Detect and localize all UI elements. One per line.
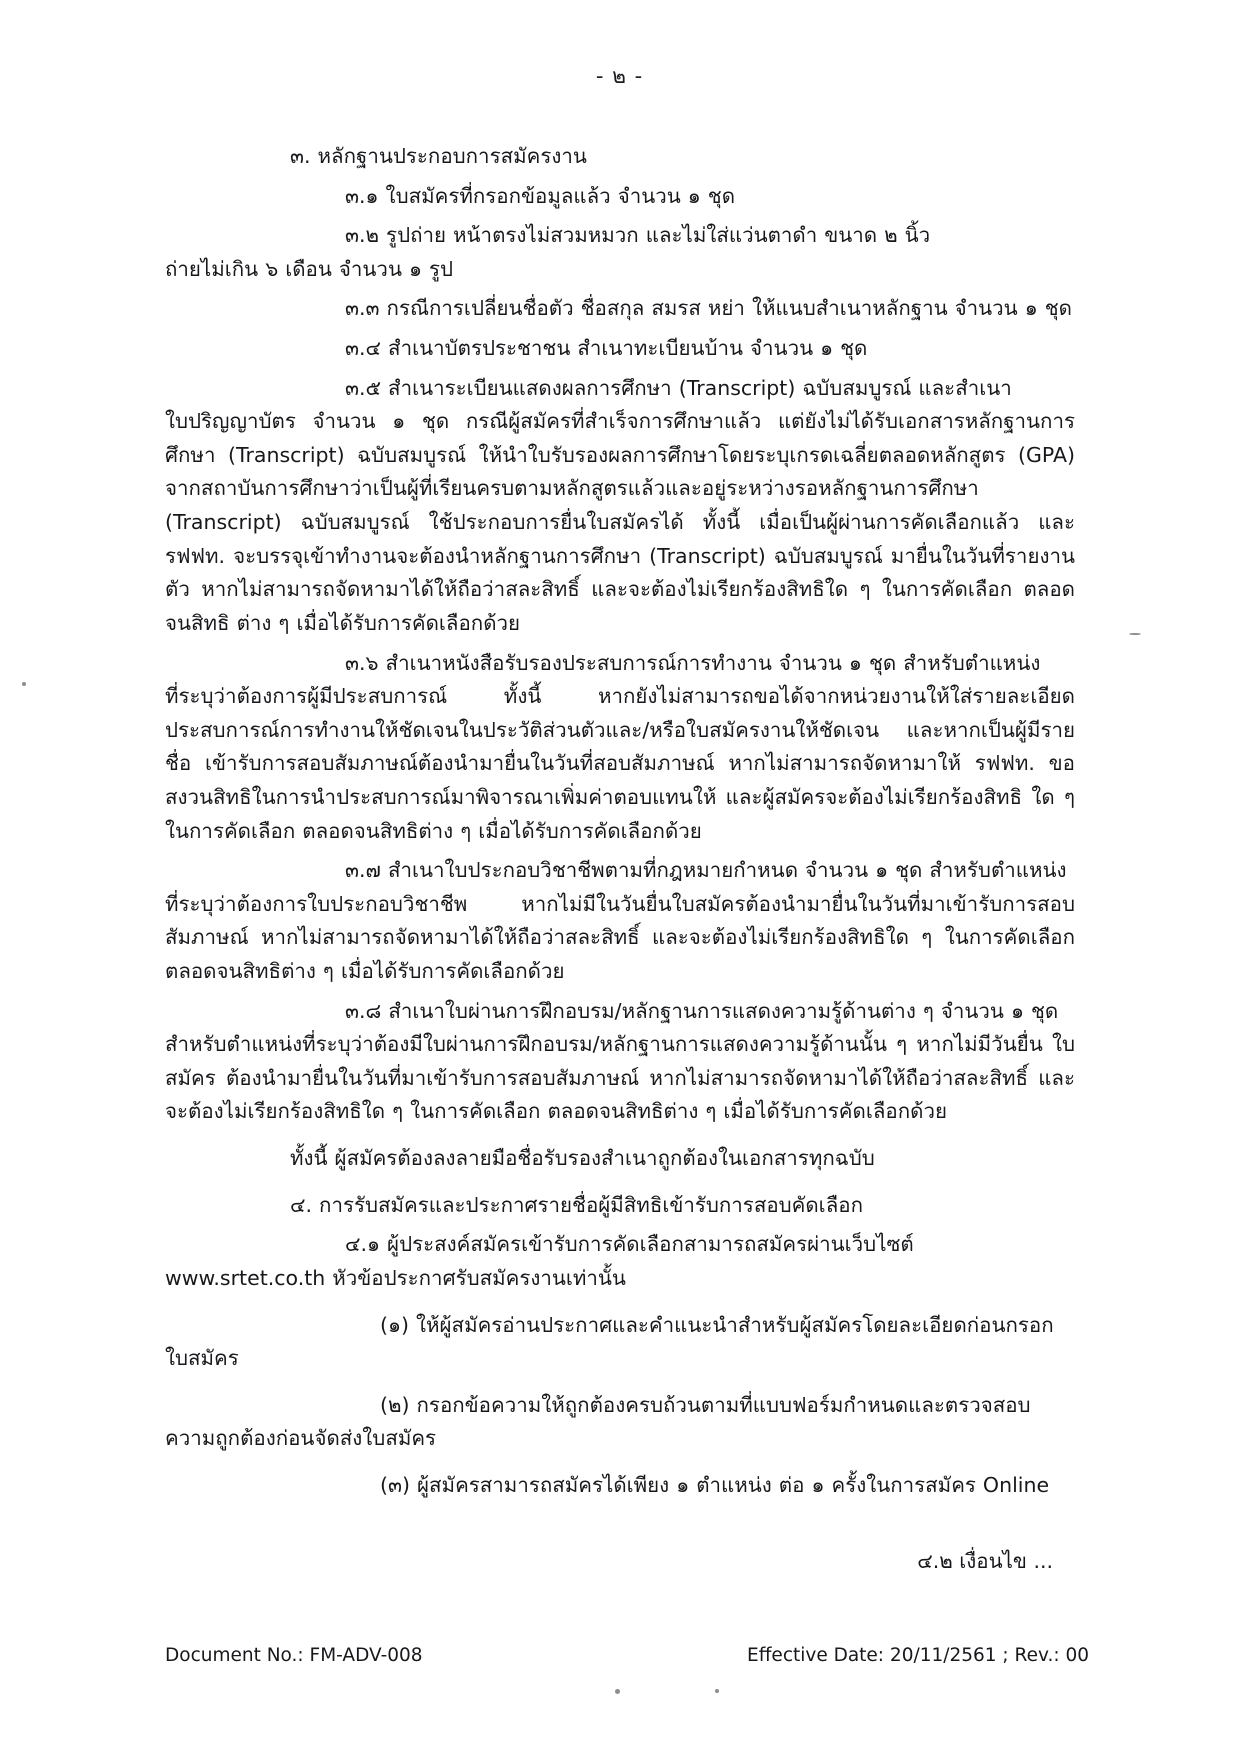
item-3-2-continued: ถ่ายไม่เกิน ๖ เดือน จำนวน ๑ รูป	[165, 256, 454, 281]
footer-document-no: Document No.: FM-ADV-008	[165, 1645, 423, 1666]
item-4-1-2: (๒) กรอกข้อความให้ถูกต้องครบถ้วนตามที่แบบฟอร์มกำหนดและตรวจสอบ	[380, 1392, 1031, 1417]
scan-speck	[615, 1689, 620, 1694]
page-number: - ๒ -	[595, 64, 644, 88]
scan-speck	[22, 682, 26, 686]
scan-speck	[1129, 633, 1141, 635]
section-3-title: ๓. หลักฐานประกอบการสมัครงาน	[290, 144, 587, 168]
item-3-7-body: ที่ระบุว่าต้องการใบประกอบวิชาชีพ หากไม่มีในวันยื่นใบสมัครต้องนำมายื่นในวันที่มาเข้ารับการสอบ สัมภาษณ์ หากไม่สามารถจัดหามาได้ให้ถือว่าสละสิทธิ์ และจะต้องไม่เรียกร้องสิทธิใด ๆ ในการคัดเลือก ตลอดจนสิทธิต่าง ๆ เมื่อได้รับการคัดเลือกด้วย	[165, 891, 1075, 984]
item-4-1-1-continued: ใบสมัคร	[165, 1346, 239, 1371]
item-3-2: ๓.๒ รูปถ่าย หน้าตรงไม่สวมหมวก และไม่ใส่แว่นตาดำ ขนาด ๒ นิ้ว	[345, 223, 931, 248]
item-3-1: ๓.๑ ใบสมัครที่กรอกข้อมูลแล้ว จำนวน ๑ ชุด	[345, 183, 736, 208]
page-footer	[165, 1645, 1089, 1666]
item-4-1-2-continued: ความถูกต้องก่อนจัดส่งใบสมัคร	[165, 1426, 437, 1451]
section-4-title: ๔. การรับสมัครและประกาศรายชื่อผู้มีสิทธิเข้ารับการสอบคัดเลือก	[290, 1192, 863, 1217]
item-4-1-heading: ๔.๑ ผู้ประสงค์สมัครเข้ารับการคัดเลือกสามารถสมัครผ่านเว็บไซต์	[345, 1232, 914, 1257]
item-3-8-heading: ๓.๘ สำเนาใบผ่านการฝึกอบรม/หลักฐานการแสดงความรู้ด้านต่าง ๆ จำนวน ๑ ชุด	[345, 998, 1059, 1023]
item-4-1-website: www.srtet.co.th หัวข้อประกาศรับสมัครงานเท่านั้น	[165, 1265, 626, 1290]
item-3-7-heading: ๓.๗ สำเนาใบประกอบวิชาชีพตามที่กฎหมายกำหนด จำนวน ๑ ชุด สำหรับตำแหน่ง	[345, 858, 1067, 883]
footer-effective-date: Effective Date: 20/11/2561 ; Rev.: 00	[747, 1645, 1089, 1666]
scan-speck	[715, 1689, 719, 1693]
item-4-1-3: (๓) ผู้สมัครสามารถสมัครได้เพียง ๑ ตำแหน่ง ต่อ ๑ ครั้งในการสมัคร Online	[380, 1472, 1050, 1497]
item-3-5-heading: ๓.๕ สำเนาระเบียนแสดงผลการศึกษา (Transcript) ฉบับสมบูรณ์ และสำเนา	[345, 375, 1012, 400]
item-4-1-1: (๑) ให้ผู้สมัครอ่านประกาศและคำแนะนำสำหรับผู้สมัครโดยละเอียดก่อนกรอก	[380, 1312, 1054, 1337]
continuation-note: ๔.๒ เงื่อนไข ...	[917, 1548, 1053, 1573]
item-3-3: ๓.๓ กรณีการเปลี่ยนชื่อตัว ชื่อสกุล สมรส หย่า ให้แนบสำเนาหลักฐาน จำนวน ๑ ชุด	[345, 296, 1072, 321]
item-3-8-body: สำหรับตำแหน่งที่ระบุว่าต้องมีใบผ่านการฝึกอบรม/หลักฐานการแสดงความรู้ด้านนั้น ๆ หากไม่มีวันยื่น ใบสมัคร ต้องนำมายื่นในวันที่มาเข้ารับการสอบสัมภาษณ์ หากไม่สามารถจัดหามาได้ให้ถือว่าสละสิทธิ์ และจะต้องไม่เรียกร้องสิทธิใด ๆ ในการคัดเลือก ตลอดจนสิทธิต่าง ๆ เมื่อได้รับการคัดเลือกด้วย	[165, 1032, 1075, 1124]
item-3-4: ๓.๔ สำเนาบัตรประชาชน สำเนาทะเบียนบ้าน จำนวน ๑ ชุด	[345, 336, 868, 361]
item-3-5-body: ใบปริญญาบัตร จำนวน ๑ ชุด กรณีผู้สมัครที่สำเร็จการศึกษาแล้ว แต่ยังไม่ได้รับเอกสารหลักฐานการศึกษา (Transcript) ฉบับสมบูรณ์ ให้นำใบรับรองผลการศึกษาโดยระบุเกรดเฉลี่ยตลอดหลักสูตร (GPA) จากสถาบันการศึกษาว่าเป็นผู้ที่เรียนครบตามหลักสูตรแล้วและอยู่ระหว่างรอหลักฐานการศึกษา (Transcript) ฉบับสมบูรณ์ ใช้ประกอบการยื่นใบสมัครได้ ทั้งนี้ เมื่อเป็นผู้ผ่านการคัดเลือกแล้ว และ รฟฟท. จะบรรจุเข้าทำงานจะต้องนำหลักฐานการศึกษา (Transcript) ฉบับสมบูรณ์ มายื่นในวันที่รายงานตัว หากไม่สามารถจัดหามาได้ให้ถือว่าสละสิทธิ์ และจะต้องไม่เรียกร้องสิทธิใด ๆ ในการคัดเลือก ตลอดจนสิทธิ ต่าง ๆ เมื่อได้รับการคัดเลือกด้วย	[165, 409, 1075, 635]
section-3-note: ทั้งนี้ ผู้สมัครต้องลงลายมือชื่อรับรองสำเนาถูกต้องในเอกสารทุกฉบับ	[290, 1146, 875, 1171]
document-body	[165, 140, 1075, 1578]
item-3-6-heading: ๓.๖ สำเนาหนังสือรับรองประสบการณ์การทำงาน จำนวน ๑ ชุด สำหรับตำแหน่ง	[345, 650, 1041, 675]
item-3-6-body: ที่ระบุว่าต้องการผู้มีประสบการณ์ ทั้งนี้ หากยังไม่สามารถขอได้จากหน่วยงานให้ใส่รายละเอียด ประสบการณ์การทำงานให้ชัดเจนในประวัติส่วนตัวและ/หรือใบสมัครงานให้ชัดเจน และหากเป็นผู้มีรายชื่อ เข้ารับการสอบสัมภาษณ์ต้องนำมายื่นในวันที่สอบสัมภาษณ์ หากไม่สามารถจัดหามาให้ รฟฟท. ขอสงวนสิทธิในการนำประสบการณ์มาพิจารณาเพิ่มค่าตอบแทนให้ และผู้สมัครจะต้องไม่เรียกร้องสิทธิ ใด ๆ ในการคัดเลือก ตลอดจนสิทธิต่าง ๆ เมื่อได้รับการคัดเลือกด้วย	[165, 684, 1075, 843]
